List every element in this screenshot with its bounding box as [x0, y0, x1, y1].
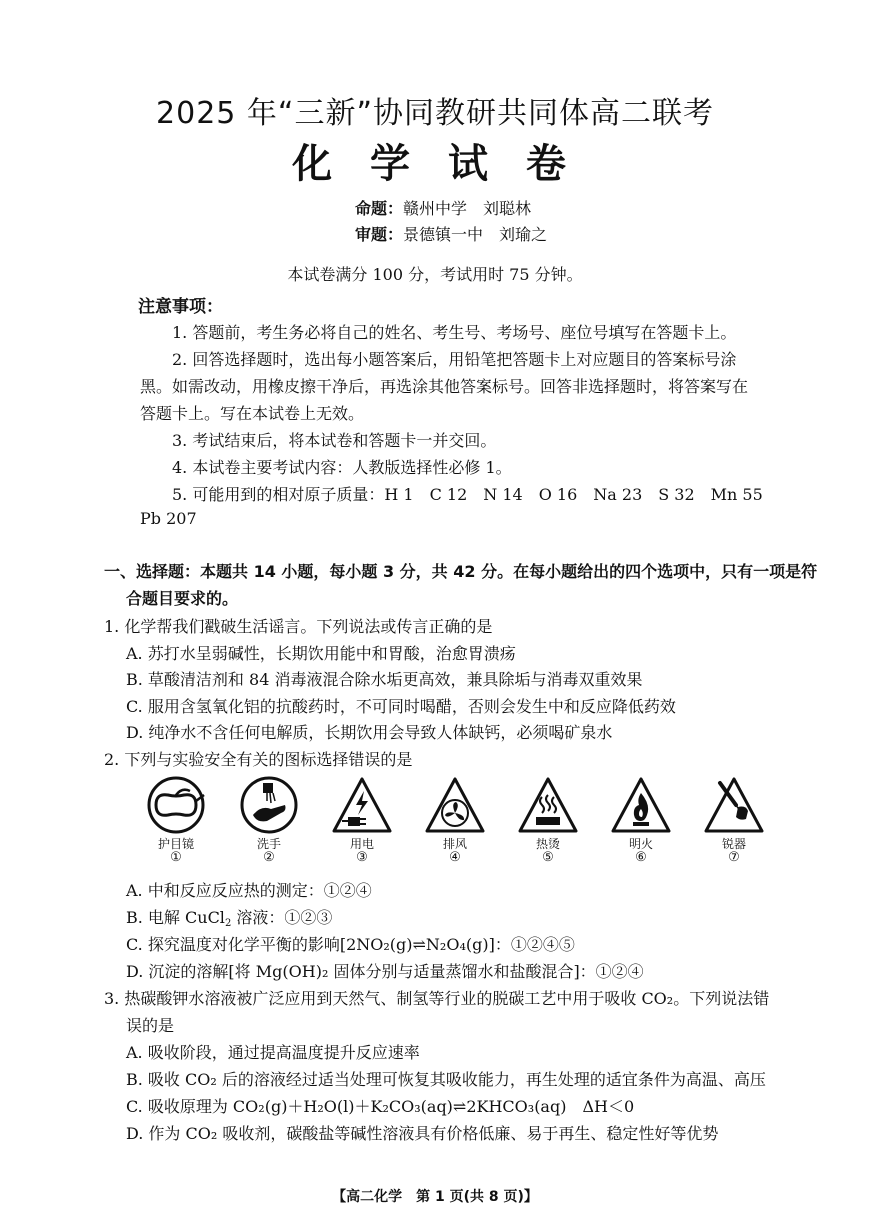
- icon-item-2: [231, 775, 307, 865]
- icon-label: 热烫: [535, 837, 560, 851]
- q3-stem-line-2: 误的是: [126, 1016, 175, 1035]
- icon-number: ③: [356, 850, 368, 865]
- ventilation-icon: [423, 775, 487, 835]
- hot-surface-icon: [516, 775, 580, 835]
- q2-option-b-post: 溶液：①②③: [231, 908, 333, 927]
- icon-number: ①: [170, 850, 182, 865]
- icon-item-3: [324, 775, 400, 865]
- q2-option-b: [126, 905, 332, 928]
- section-heading-line-1: 一、选择题：本题共 14 小题，每小题 3 分，共 42 分。在每小题给出的四个选项中，只有一项是符: [104, 562, 818, 581]
- q1-option-d: D. 纯净水不含任何电解质，长期饮用会导致人体缺钙，必须喝矿泉水: [126, 723, 613, 742]
- icon-item-6: [603, 775, 679, 865]
- icon-number: ④: [449, 850, 461, 865]
- q3-option-d: D. 作为 CO₂ 吸收剂，碳酸盐等碱性溶液具有价格低廉、易于再生、稳定性好等优势: [126, 1124, 719, 1143]
- section-heading-line-2: 合题目要求的。: [126, 589, 239, 608]
- q1-stem: 1. 化学帮我们戳破生活谣言。下列说法或传言正确的是: [104, 617, 493, 636]
- icon-label: 排风: [442, 837, 467, 851]
- q3-option-c: C. 吸收原理为 CO₂(g)＋H₂O(l)＋K₂CO₃(aq)⇌2KHCO₃(aq) ΔH＜0: [126, 1097, 635, 1116]
- q1-option-b: B. 草酸清洁剂和 84 消毒液混合除水垢更高效，兼具除垢与消毒双重效果: [126, 670, 643, 689]
- goggles-icon: [144, 775, 208, 835]
- icon-label: 锐器: [721, 837, 746, 851]
- author-label: 命题：: [355, 199, 404, 218]
- icon-label: 用电: [349, 837, 374, 851]
- icon-number: ②: [263, 850, 275, 865]
- icon-number: ⑤: [542, 850, 554, 865]
- q3-stem-line-1: 3. 热碳酸钾水溶液被广泛应用到天然气、制氢等行业的脱碳工艺中用于吸收 CO₂。下列说法错: [104, 989, 770, 1008]
- icon-item-5: [510, 775, 586, 865]
- notice-heading: 注意事项：: [138, 297, 223, 317]
- icon-label: 洗手: [256, 837, 281, 851]
- page-footer: 【高二化学 第 1 页(共 8 页)】: [332, 1189, 538, 1205]
- exam-title: 2025 年“三新”协同教研共同体高二联考: [156, 96, 714, 131]
- q1-option-c: C. 服用含氢氧化铝的抗酸药时，不可同时喝醋，否则会发生中和反应降低药效: [126, 697, 676, 716]
- notice-line-5: 3. 考试结束后，将本试卷和答题卡一并交回。: [172, 431, 497, 450]
- q2-option-d: D. 沉淀的溶解[将 Mg(OH)₂ 固体分别与适量蒸馏水和盐酸混合]：①②④: [126, 962, 644, 981]
- icon-number: ⑥: [635, 850, 647, 865]
- icon-item-7: [696, 775, 772, 865]
- icon-label: 护目镜: [157, 837, 194, 851]
- notice-line-6: 4. 本试卷主要考试内容：人教版选择性必修 1。: [172, 458, 512, 477]
- reviewer-line: [355, 222, 547, 245]
- q2-option-a: A. 中和反应反应热的测定：①②④: [126, 881, 372, 900]
- electricity-icon: [330, 775, 394, 835]
- icon-item-4: [417, 775, 493, 865]
- author-value: 赣州中学 刘聪林: [403, 199, 532, 218]
- q3-option-a: A. 吸收阶段，通过提高温度提升反应速率: [126, 1043, 420, 1062]
- q2-option-b-pre: B. 电解 CuCl: [126, 908, 225, 927]
- q2-option-c: C. 探究温度对化学平衡的影响[2NO₂(g)⇌N₂O₄(g)]：①②④⑤: [126, 935, 575, 954]
- hand-wash-icon: [237, 775, 301, 835]
- icon-item-1: [138, 775, 214, 865]
- q2-stem: 2. 下列与实验安全有关的图标选择错误的是: [104, 750, 413, 769]
- q1-option-a: A. 苏打水呈弱碱性，长期饮用能中和胃酸，治愈胃溃疡: [126, 644, 516, 663]
- notice-line-8: Pb 207: [140, 509, 197, 528]
- author-line: [355, 196, 531, 219]
- q2-option-b-sub: 2: [224, 918, 232, 929]
- q3-option-b: B. 吸收 CO₂ 后的溶液经过适当处理可恢复其吸收能力，再生处理的适宜条件为高温、高压: [126, 1070, 766, 1089]
- reviewer-value: 景德镇一中 刘瑜之: [403, 225, 548, 244]
- score-note: 本试卷满分 100 分，考试用时 75 分钟。: [287, 265, 583, 284]
- icon-number: ⑦: [728, 850, 740, 865]
- sharp-object-icon: [702, 775, 766, 835]
- safety-icons-row: [138, 775, 778, 870]
- notice-line-4: 答题卡上。写在本试卷上无效。: [140, 404, 365, 423]
- subject-title: 化 学 试 卷: [292, 141, 578, 187]
- open-flame-icon: [609, 775, 673, 835]
- notice-line-3: 黑。如需改动，用橡皮擦干净后，再选涂其他答案标号。回答非选择题时，将答案写在: [140, 377, 749, 396]
- notice-line-7: 5. 可能用到的相对原子质量：H 1 C 12 N 14 O 16 Na 23 S 32 Mn 55: [172, 485, 763, 504]
- reviewer-label: 审题：: [355, 225, 404, 244]
- icon-label: 明火: [628, 837, 653, 851]
- notice-line-1: 1. 答题前，考生务必将自己的姓名、考生号、考场号、座位号填写在答题卡上。: [172, 323, 737, 342]
- notice-line-2: 2. 回答选择题时，选出每小题答案后，用铅笔把答题卡上对应题目的答案标号涂: [172, 350, 737, 369]
